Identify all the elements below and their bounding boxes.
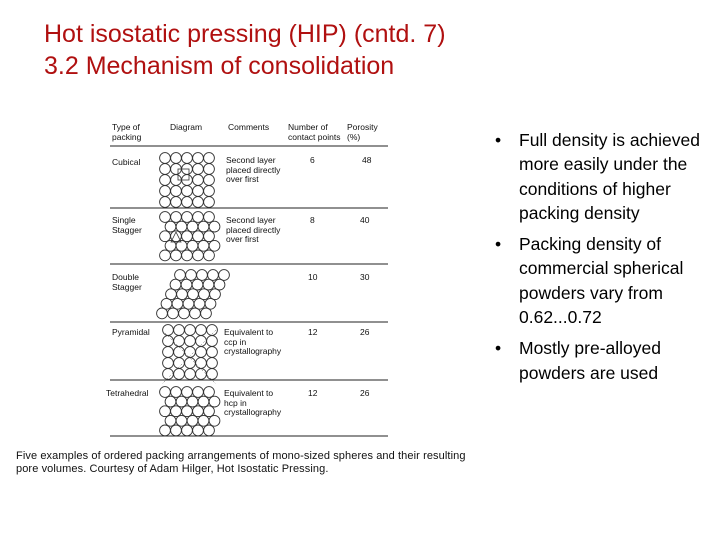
row-contacts: 6	[310, 155, 315, 165]
sphere-circle	[193, 164, 204, 175]
header-diagram: Diagram	[170, 122, 203, 132]
sphere-circle	[179, 308, 190, 319]
sphere-circle	[182, 197, 193, 208]
sphere-circle	[194, 298, 205, 309]
sphere-circle	[185, 325, 196, 336]
sphere-circle	[219, 270, 230, 281]
sphere-circle	[171, 186, 182, 197]
sphere-circle	[163, 369, 174, 380]
sphere-circle	[193, 231, 204, 242]
sphere-circle	[193, 175, 204, 186]
row-comment: Equivalent to hcp in crystallography	[224, 388, 282, 417]
title-line-1: Hot isostatic pressing (HIP) (cntd. 7)	[44, 20, 446, 48]
row-comment: Equivalent to ccp in crystallography	[224, 327, 282, 356]
sphere-circle	[186, 270, 197, 281]
sphere-circle	[208, 270, 219, 281]
sphere-circle	[198, 240, 209, 251]
sphere-circle	[204, 406, 215, 417]
sphere-circle	[196, 325, 207, 336]
sphere-circle	[185, 358, 196, 369]
sphere-circle	[174, 347, 185, 358]
sphere-circle	[207, 369, 218, 380]
sphere-circle	[197, 270, 208, 281]
sphere-circle	[187, 415, 198, 426]
sphere-circle	[193, 387, 204, 398]
sphere-circle	[204, 164, 215, 175]
sphere-circle	[160, 231, 171, 242]
sphere-circle	[171, 425, 182, 436]
sphere-circle	[190, 308, 201, 319]
row-porosity: 30	[360, 272, 370, 282]
sphere-circle	[160, 250, 171, 261]
sphere-circle	[177, 289, 188, 300]
sphere-circle	[171, 212, 182, 223]
sphere-circle	[176, 396, 187, 407]
sphere-circle	[203, 279, 214, 290]
sphere-circle	[176, 415, 187, 426]
sphere-circle	[160, 197, 171, 208]
sphere-circle	[171, 153, 182, 164]
sphere-circle	[168, 308, 179, 319]
bullet-item: • Mostly pre-alloyed powders are used	[490, 336, 710, 385]
sphere-circle	[199, 289, 210, 300]
sphere-circle	[185, 336, 196, 347]
sphere-circle	[160, 425, 171, 436]
sphere-circle	[187, 396, 198, 407]
sphere-circle	[204, 425, 215, 436]
header-porosity: Porosity (%)	[347, 122, 378, 142]
sphere-circle	[171, 250, 182, 261]
row-contacts: 12	[308, 327, 318, 337]
sphere-circle	[192, 279, 203, 290]
sphere-circle	[196, 347, 207, 358]
header-comments: Comments	[228, 122, 270, 132]
row-type: Single Stagger	[112, 215, 142, 235]
sphere-circle	[182, 212, 193, 223]
sphere-circle	[176, 221, 187, 232]
sphere-circle	[193, 212, 204, 223]
row-contacts: 10	[308, 272, 318, 282]
sphere-circle	[160, 212, 171, 223]
sphere-circle	[171, 387, 182, 398]
sphere-circle	[198, 415, 209, 426]
row-comment: Second layer placed directly over first	[226, 215, 281, 244]
bullet-item: • Full density is achieved more easily under the conditions of higher packing density	[490, 128, 710, 225]
sphere-circle	[201, 308, 212, 319]
sphere-circle	[209, 415, 220, 426]
sphere-circle	[187, 240, 198, 251]
sphere-circle	[204, 153, 215, 164]
sphere-circle	[187, 221, 198, 232]
sphere-circle	[204, 212, 215, 223]
sphere-circle	[157, 308, 168, 319]
sphere-circle	[209, 221, 220, 232]
sphere-circle	[183, 298, 194, 309]
sphere-circle	[160, 406, 171, 417]
bullet-item: • Packing density of commercial spherical powders vary from 0.62...0.72	[490, 232, 710, 329]
row-contacts: 12	[308, 388, 318, 398]
sphere-circle	[165, 221, 176, 232]
sphere-circle	[163, 347, 174, 358]
sphere-circle	[160, 175, 171, 186]
sphere-circle	[205, 298, 216, 309]
sphere-circle	[182, 425, 193, 436]
row-type: Double Stagger	[112, 272, 142, 292]
sphere-circle	[204, 197, 215, 208]
sphere-circle	[182, 406, 193, 417]
sphere-circle	[193, 186, 204, 197]
header-contacts: Number of contact points	[288, 122, 341, 142]
row-type: Pyramidal	[112, 327, 150, 337]
sphere-circle	[204, 231, 215, 242]
sphere-circle	[196, 369, 207, 380]
sphere-circle	[193, 250, 204, 261]
title-line-2: 3.2 Mechanism of consolidation	[44, 52, 395, 80]
sphere-circle	[209, 396, 220, 407]
sphere-circle	[171, 406, 182, 417]
sphere-circle	[165, 415, 176, 426]
row-porosity: 26	[360, 327, 370, 337]
row-porosity: 40	[360, 215, 370, 225]
sphere-circle	[193, 197, 204, 208]
sphere-circle	[207, 358, 218, 369]
sphere-circle	[174, 369, 185, 380]
sphere-circle	[163, 336, 174, 347]
sphere-circle	[163, 358, 174, 369]
sphere-circle	[182, 250, 193, 261]
sphere-circle	[188, 289, 199, 300]
sphere-circle	[193, 153, 204, 164]
sphere-circle	[193, 406, 204, 417]
sphere-circle	[182, 387, 193, 398]
bullet-list	[490, 128, 710, 392]
sphere-circle	[161, 298, 172, 309]
sphere-circle	[182, 153, 193, 164]
sphere-circle	[196, 358, 207, 369]
sphere-circle	[204, 175, 215, 186]
sphere-circle	[160, 186, 171, 197]
sphere-circle	[207, 347, 218, 358]
sphere-circle	[198, 221, 209, 232]
sphere-circle	[204, 186, 215, 197]
row-comment: Second layer placed directly over first	[226, 155, 281, 184]
sphere-circle	[209, 240, 220, 251]
figure-caption: Five examples of ordered packing arrangements of mono-sized spheres and their resulting pore volumes. Courtesy of Adam Hilger, Hot Isostatic Pressing.	[16, 450, 466, 475]
sphere-circle	[181, 279, 192, 290]
sphere-circle	[175, 270, 186, 281]
sphere-circle	[171, 197, 182, 208]
sphere-circle	[172, 298, 183, 309]
row-porosity: 26	[360, 388, 370, 398]
sphere-circle	[165, 396, 176, 407]
header-type: Type of packing	[112, 122, 142, 142]
sphere-circle	[198, 396, 209, 407]
row-porosity: 48	[362, 155, 372, 165]
packing-table-figure	[10, 118, 480, 478]
sphere-circle	[170, 279, 181, 290]
sphere-circle	[166, 289, 177, 300]
row-contacts: 8	[310, 215, 315, 225]
sphere-circle	[214, 279, 225, 290]
slide-title	[44, 18, 644, 82]
sphere-circle	[174, 325, 185, 336]
row-type: Cubical	[112, 157, 141, 167]
sphere-circle	[207, 336, 218, 347]
row-type: Tetrahedral	[106, 388, 149, 398]
sphere-circle	[174, 336, 185, 347]
sphere-circle	[185, 369, 196, 380]
sphere-circle	[193, 425, 204, 436]
sphere-circle	[182, 231, 193, 242]
sphere-circle	[163, 325, 174, 336]
sphere-circle	[210, 289, 221, 300]
sphere-circle	[204, 387, 215, 398]
sphere-circle	[204, 250, 215, 261]
sphere-circle	[182, 186, 193, 197]
